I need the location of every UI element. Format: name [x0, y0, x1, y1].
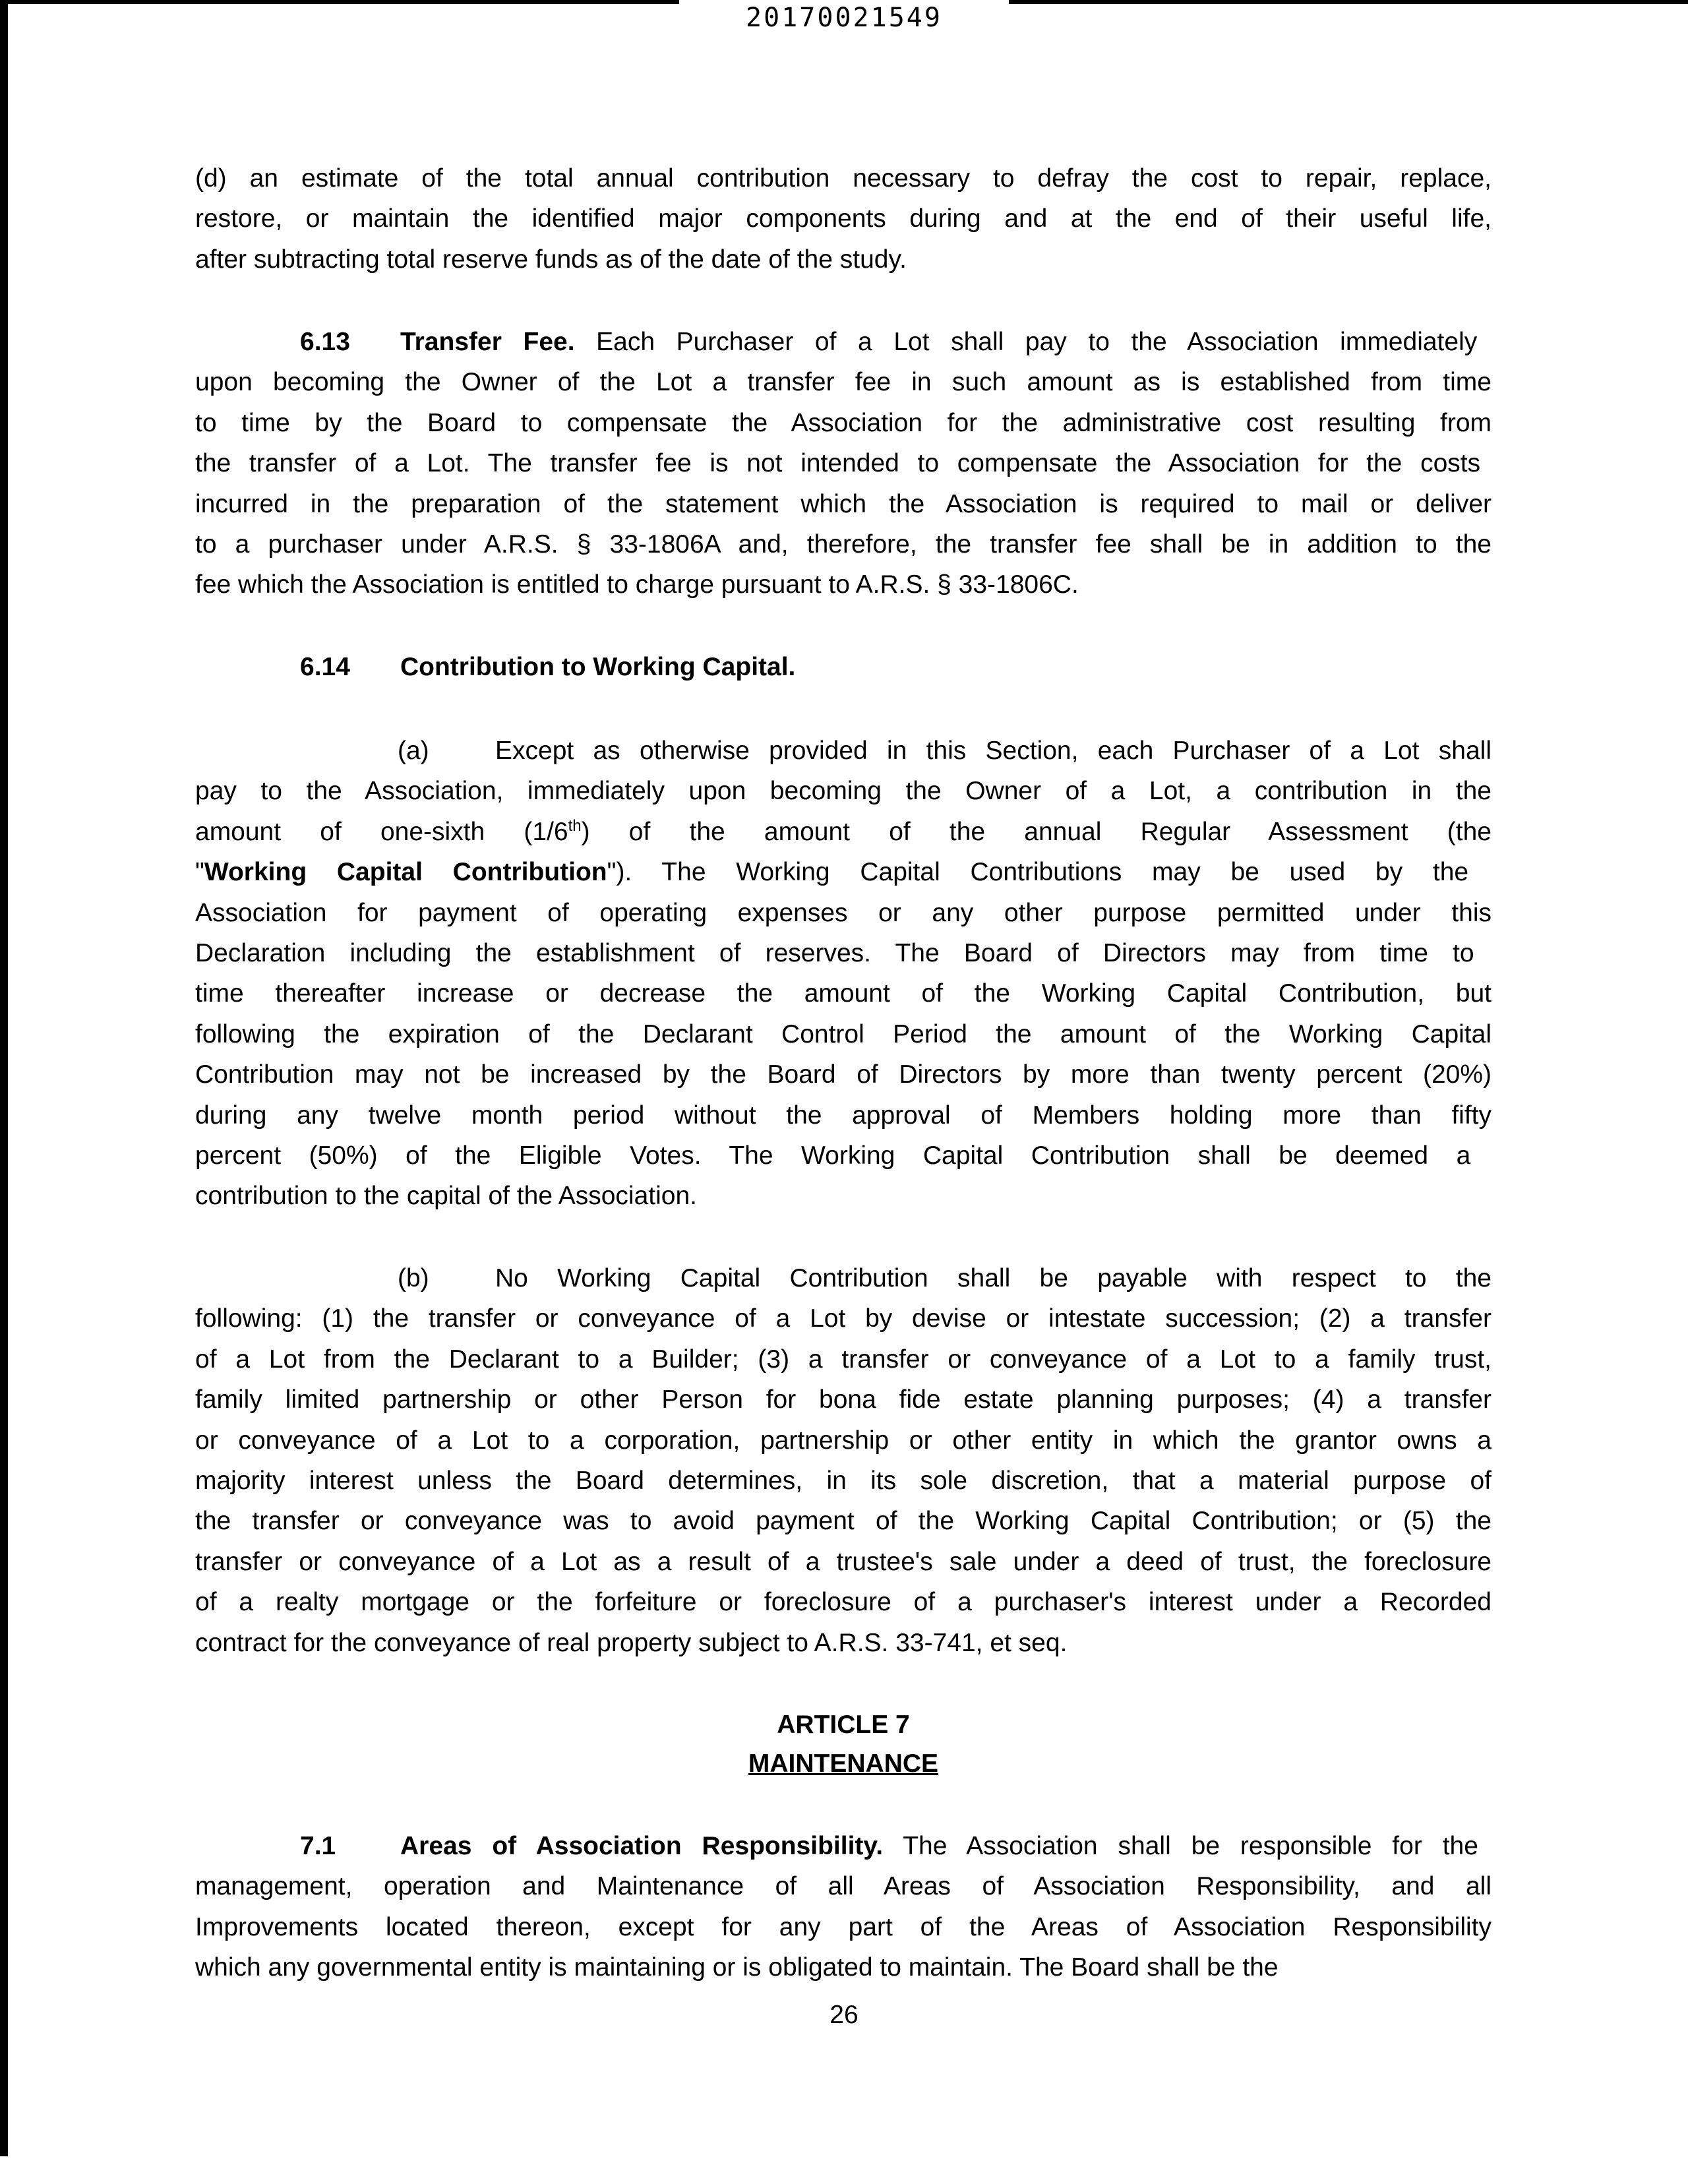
text-segment: ) of the amount of the annual Regular Assessment (the [581, 817, 1492, 846]
line-text [195, 362, 1492, 402]
line-text [195, 198, 1492, 239]
text-segment: " [195, 858, 204, 887]
text-line [195, 322, 1492, 362]
text-segment: (d) an estimate of the total annual contribution necessary to defray the cost to repair, replace, [195, 164, 1492, 193]
bold-text: Areas of Association Responsibility. [400, 1832, 884, 1860]
line-text [495, 731, 1492, 771]
text-segment: Contribution may not be increased by the Board of Directors by more than twenty percent (20%) [195, 1060, 1492, 1089]
line-text [195, 973, 1492, 1014]
text-segment: transfer or conveyance of a Lot as a result of a trustee's sale under a deed of trust, the foreclosure [195, 1547, 1492, 1576]
line-text [495, 1258, 1492, 1298]
text-line [195, 1907, 1492, 1947]
text-segment: which any governmental entity is maintaining or is obligated to maintain. The Board shall be the [195, 1953, 1279, 1982]
text-line [195, 1461, 1492, 1501]
line-text [195, 1176, 697, 1216]
text-line [195, 1420, 1492, 1461]
line-text [195, 239, 907, 280]
text-segment: restore, or maintain the identified major components during and at the end of their useful life, [195, 204, 1492, 233]
text-segment: percent (50%) of the Eligible Votes. The Working Capital Contribution shall be deemed a [195, 1141, 1471, 1170]
text-segment: fee which the Association is entitled to charge pursuant to A.R.S. § 33-1806C. [195, 570, 1079, 599]
bold-text: 6.13 [300, 328, 350, 356]
text-segment: majority interest unless the Board determines, in its sole discretion, that a material purpose of [195, 1466, 1492, 1495]
line-text [195, 1501, 1492, 1541]
text-segment: of a realty mortgage or the forfeiture or foreclosure of a purchaser's interest under a Recorded [195, 1588, 1492, 1617]
line-text [195, 403, 1492, 443]
line-text [195, 524, 1492, 564]
text-line [195, 1014, 1492, 1054]
text-segment: pay to the Association, immediately upon becoming the Owner of a Lot, a contribution in the [195, 777, 1492, 806]
text-segment: during any twelve month period without the approval of Members holding more than fifty [195, 1101, 1492, 1130]
bold-text: Working Capital Contribution [204, 858, 607, 887]
text-line [195, 362, 1492, 402]
text-line [195, 933, 1492, 973]
text-segment: to a purchaser under A.R.S. § 33-1806A and, therefore, the transfer fee shall be in addition to the [195, 530, 1492, 559]
text-line [195, 1826, 1492, 1866]
text-line [195, 198, 1492, 239]
text-line [195, 239, 1492, 280]
text-line [195, 524, 1492, 564]
text-segment: upon becoming the Owner of the Lot a transfer fee in such amount as is established from time [195, 368, 1492, 397]
text-segment: following the expiration of the Declarant Control Period the amount of the Working Capital [195, 1019, 1492, 1048]
text-segment: Improvements located thereon, except for any part of the Areas of Association Responsibility [195, 1912, 1492, 1941]
text-segment: time thereafter increase or decrease the amount of the Working Capital Contribution, but [195, 979, 1492, 1008]
section-6-14-a [195, 731, 1492, 1217]
text-line [195, 812, 1492, 852]
text-line [195, 1623, 1492, 1663]
document-number: 20170021549 [746, 3, 942, 33]
line-text [195, 1339, 1492, 1380]
text-line [195, 893, 1492, 933]
line-text [195, 1298, 1492, 1339]
text-segment: management, operation and Maintenance of all Areas of Association Responsibility, and all [195, 1872, 1492, 1901]
article-title [195, 1744, 1492, 1784]
line-text [195, 771, 1492, 811]
line-text [195, 564, 1079, 605]
text-line [195, 1136, 1492, 1176]
section-6-13 [195, 322, 1492, 605]
text-line [195, 852, 1492, 892]
text-line [195, 973, 1492, 1014]
line-text [195, 812, 1492, 852]
text-line [195, 158, 1492, 198]
line-text [195, 1054, 1492, 1095]
bold-text: 6.14 [300, 653, 350, 681]
text-line [195, 1380, 1492, 1420]
article-title-text: MAINTENANCE [748, 1749, 939, 1778]
section-7-1 [195, 1826, 1492, 1988]
text-line [195, 1339, 1492, 1380]
text-line [195, 1582, 1492, 1622]
text-segment: the transfer of a Lot. The transfer fee is not intended to compensate the Association for the costs [195, 449, 1481, 478]
article-number: ARTICLE 7 [777, 1711, 910, 1739]
line-text [400, 647, 795, 687]
line-text [195, 1907, 1492, 1947]
line-text [195, 1542, 1492, 1582]
text-segment: to time by the Board to compensate the Association for the administrative cost resulting from [195, 408, 1492, 437]
line-text [195, 1947, 1279, 1987]
text-segment: No Working Capital Contribution shall be payable with respect to the [495, 1264, 1492, 1292]
text-segment: The Association shall be responsible for the [883, 1832, 1478, 1860]
text-line [195, 1298, 1492, 1339]
text-line [195, 564, 1492, 605]
line-text [195, 1420, 1492, 1461]
text-line [195, 731, 1492, 771]
line-text [195, 443, 1480, 483]
line-text [195, 1095, 1492, 1136]
text-line [195, 1095, 1492, 1136]
line-text [195, 1380, 1492, 1420]
text-line [195, 1542, 1492, 1582]
text-line [195, 1947, 1492, 1987]
text-line [195, 1176, 1492, 1216]
text-line [195, 1258, 1492, 1298]
text-segment: after subtracting total reserve funds as of the date of the study. [195, 245, 907, 274]
text-segment: Except as otherwise provided in this Section, each Purchaser of a Lot shall [495, 737, 1492, 765]
line-text [195, 1014, 1492, 1054]
line-text [195, 933, 1474, 973]
page-number: 26 [829, 2001, 859, 2029]
line-text [195, 893, 1492, 933]
line-text [195, 1136, 1470, 1176]
bold-text: Transfer Fee. [400, 328, 575, 356]
text-segment: following: (1) the transfer or conveyance of a Lot by devise or intestate succession; (2) a transfer [195, 1304, 1492, 1333]
line-text [195, 1623, 1067, 1663]
bold-text: 7.1 [300, 1832, 336, 1860]
line-text [400, 322, 1477, 362]
text-segment: contract for the conveyance of real property subject to A.R.S. 33-741, et seq. [195, 1628, 1068, 1657]
text-segment: (a) [398, 737, 429, 765]
text-segment: Declaration including the establishment of reserves. The Board of Directors may from time to [195, 938, 1474, 967]
text-segment: or conveyance of a Lot to a corporation, partnership or other entity in which the grantor owns a [195, 1426, 1492, 1455]
section-6-14-heading [195, 647, 1492, 687]
text-segment: contribution to the capital of the Association. [195, 1182, 697, 1211]
text-line [195, 484, 1492, 524]
text-line [195, 443, 1492, 483]
section-6-14-b [195, 1258, 1492, 1663]
text-line [195, 771, 1492, 811]
text-segment: amount of one-sixth (1/6 [195, 817, 568, 846]
text-line [195, 1866, 1492, 1906]
line-text [195, 1461, 1492, 1501]
line-text [195, 852, 1468, 892]
text-segment: Association for payment of operating expenses or any other purpose permitted under this [195, 898, 1492, 927]
text-segment: Each Purchaser of a Lot shall pay to the Association immediately [574, 328, 1478, 356]
bold-text: Contribution to Working Capital. [400, 653, 796, 681]
text-segment: incurred in the preparation of the statement which the Association is required to mail or deliver [195, 489, 1492, 518]
text-segment: the transfer or conveyance was to avoid payment of the Working Capital Contribution; or (5) the [195, 1507, 1492, 1536]
line-text [195, 484, 1492, 524]
text-line [195, 403, 1492, 443]
text-segment: "). The Working Capital Contributions may be used by the [607, 858, 1469, 887]
text-segment: family limited partnership or other Person for bona fide estate planning purposes; (4) a transfer [195, 1385, 1492, 1414]
para-d-estimate [195, 158, 1492, 280]
scan-left-edge [0, 0, 8, 2156]
line-text [195, 158, 1492, 198]
text-line [195, 1054, 1492, 1095]
line-text [400, 1826, 1478, 1866]
text-segment: of a Lot from the Declarant to a Builder; (3) a transfer or conveyance of a Lot to a family trust, [195, 1345, 1492, 1374]
superscript-text: th [568, 816, 582, 835]
text-line [195, 1501, 1492, 1541]
line-text [195, 1866, 1492, 1906]
line-text [195, 1582, 1492, 1622]
text-line [195, 647, 1492, 687]
text-segment: (b) [398, 1264, 429, 1292]
